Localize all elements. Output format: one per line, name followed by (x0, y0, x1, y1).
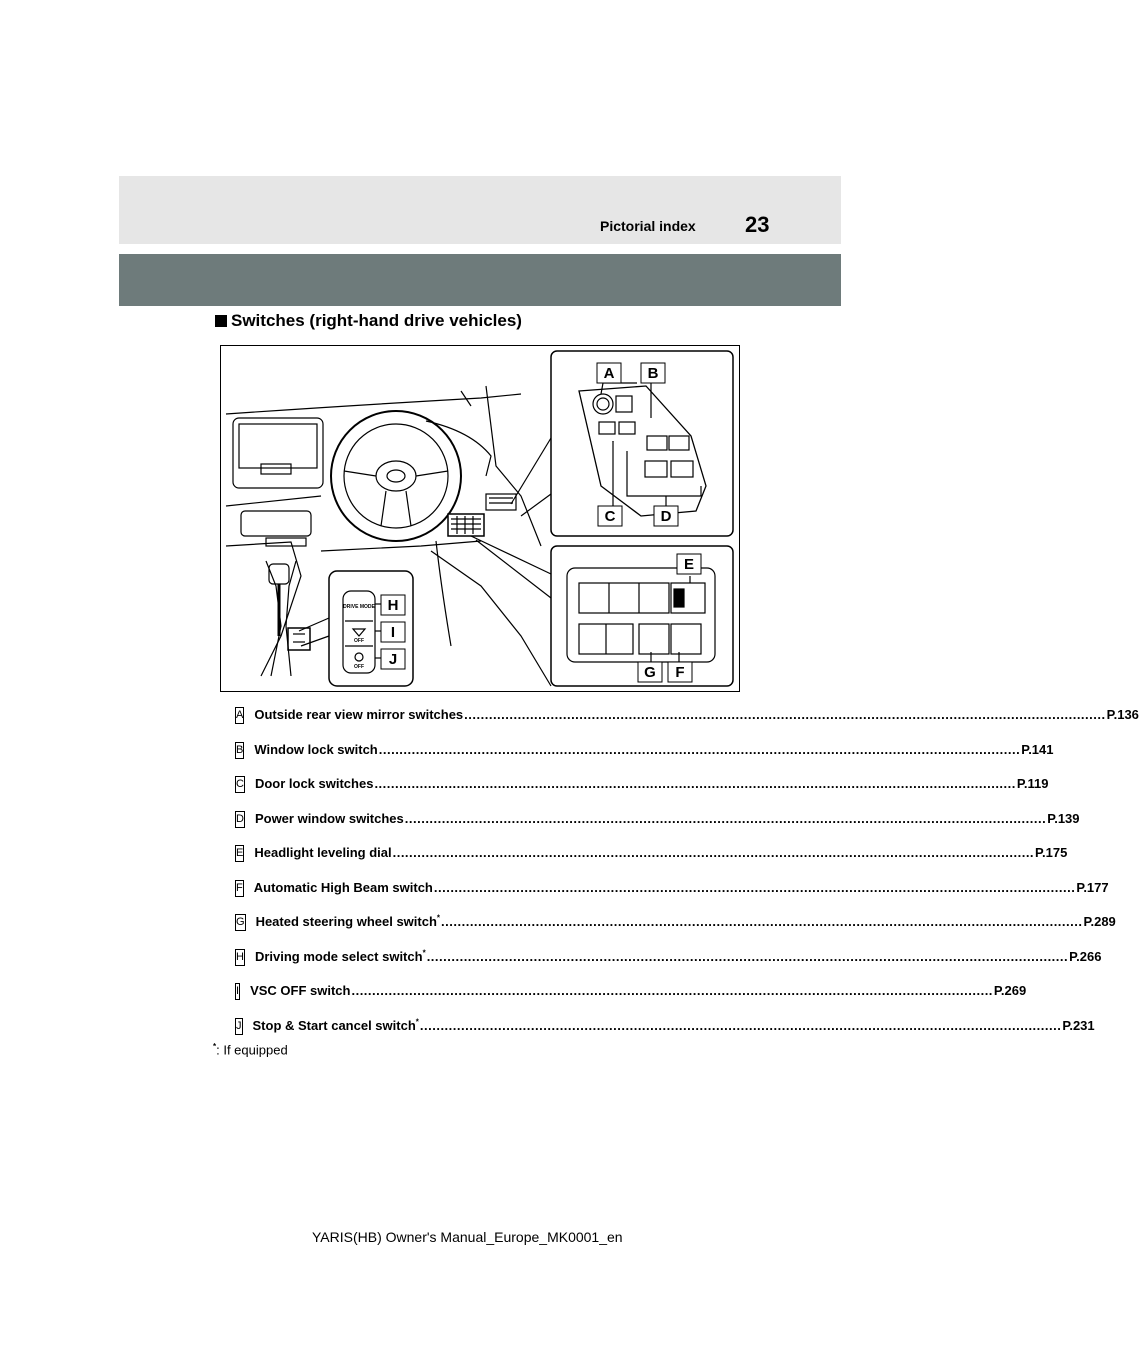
square-bullet-icon (215, 315, 227, 327)
item-letter-badge: G (235, 914, 246, 931)
list-item (235, 706, 1139, 741)
leader-dots (440, 913, 1083, 931)
callout-e: E (683, 556, 695, 573)
page-reference[interactable]: P.177 (1076, 879, 1109, 895)
item-letter-badge: D (235, 811, 245, 828)
item-letter-badge: I (235, 983, 240, 1000)
vsc-off-label: OFF (354, 638, 364, 644)
callout-g: G (644, 664, 656, 681)
page-reference[interactable]: P.175 (1035, 845, 1068, 860)
item-name: Door lock switches (254, 776, 374, 791)
item-letter-badge: A (235, 707, 244, 724)
list-item (235, 741, 1054, 776)
leader-dots (350, 982, 993, 1000)
item-name: Outside rear view mirror switches (254, 707, 464, 722)
page-reference[interactable]: P.136 (1106, 707, 1139, 722)
list-item (235, 982, 1027, 1017)
page-reference[interactable]: P.269 (993, 983, 1027, 998)
callout-i: I (390, 624, 396, 641)
leader-dots (392, 844, 1035, 862)
leader-dots (378, 741, 1021, 759)
item-letter-badge: E (235, 845, 244, 862)
page-reference[interactable]: P.231 (1062, 1017, 1095, 1033)
footnote (213, 1042, 288, 1057)
leader-dots (373, 775, 1016, 793)
item-letter-badge: B (235, 742, 244, 759)
item-name: Heated steering wheel switch* (255, 913, 441, 929)
callout-d: D (660, 508, 672, 525)
item-name: Headlight leveling dial (254, 845, 392, 860)
drive-mode-label: DRIVE MODE (343, 604, 375, 610)
callout-labels (221, 346, 739, 691)
callout-c: C (604, 508, 616, 525)
list-item (235, 879, 1109, 914)
page-number: 23 (745, 212, 770, 237)
footnote-text: : If equipped (216, 1042, 288, 1058)
header-band-dark (119, 254, 841, 306)
page-reference[interactable]: P.266 (1069, 948, 1102, 964)
header-band-light (119, 176, 841, 244)
list-item (235, 948, 1102, 983)
list-item (235, 913, 1116, 948)
item-name: VSC OFF switch (250, 983, 351, 998)
item-letter-badge: C (235, 776, 245, 793)
list-item (235, 810, 1080, 845)
list-item (235, 775, 1049, 810)
page-footer: YARIS(HB) Owner's Manual_Europe_MK0001_en (312, 1229, 623, 1245)
leader-dots (426, 948, 1069, 966)
switch-list (235, 706, 1139, 1051)
item-letter-badge: J (235, 1018, 243, 1035)
item-name: Window lock switch (254, 741, 378, 757)
item-letter-badge: H (235, 949, 245, 966)
leader-dots (433, 879, 1076, 897)
callout-f: F (675, 664, 685, 681)
footnote-mark: * (213, 1042, 217, 1051)
page-reference[interactable]: P.139 (1047, 810, 1080, 826)
item-letter-badge: F (235, 880, 244, 897)
stop-start-off-label: OFF (354, 664, 364, 670)
leader-dots (404, 810, 1047, 828)
page-reference[interactable]: P.141 (1021, 741, 1054, 757)
leader-dots (463, 706, 1106, 724)
list-item (235, 1017, 1095, 1052)
page-reference[interactable]: P.289 (1083, 914, 1116, 929)
section-title-text: Switches (right-hand drive vehicles) (231, 311, 522, 330)
callout-a: A (603, 365, 615, 382)
callout-h: H (387, 597, 399, 614)
section-header-title: Pictorial index (600, 218, 696, 234)
item-name: Automatic High Beam switch (253, 879, 433, 895)
item-name: Driving mode select switch* (254, 948, 426, 964)
switches-illustration (220, 345, 740, 692)
callout-b: B (647, 365, 659, 382)
item-name: Stop & Start cancel switch* (252, 1017, 419, 1033)
page-reference[interactable]: P.119 (1016, 776, 1049, 791)
item-name: Power window switches (254, 810, 404, 826)
list-item (235, 844, 1068, 879)
callout-j: J (388, 651, 398, 668)
section-title (215, 311, 522, 331)
leader-dots (419, 1017, 1062, 1035)
